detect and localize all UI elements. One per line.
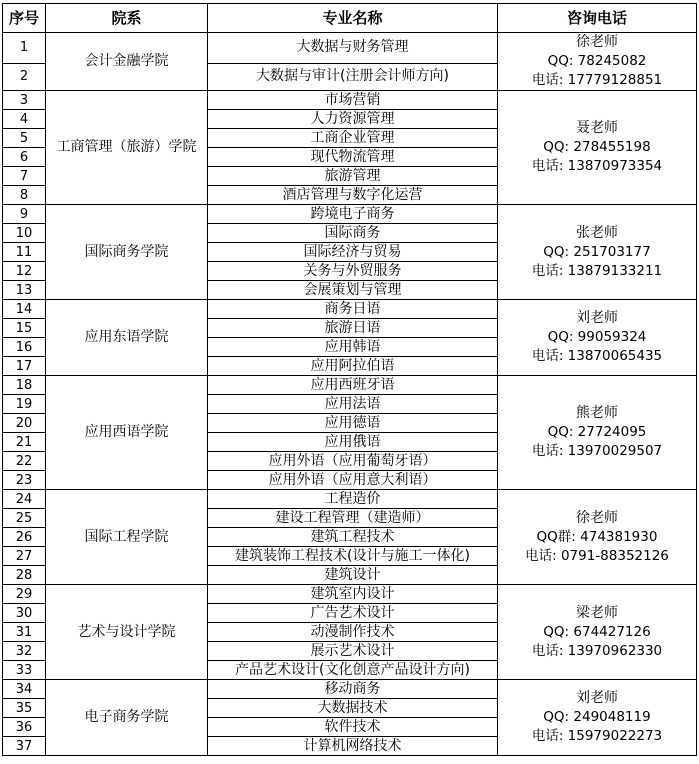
major-name: 计算机网络技术 (208, 737, 498, 756)
header-major: 专业名称 (208, 4, 498, 33)
contact-phone: 电话: 13970029507 (531, 443, 663, 459)
college-name: 工商管理（旅游）学院 (46, 91, 208, 205)
contact-name: 聂老师 (576, 120, 618, 136)
major-name: 大数据与财务管理 (208, 33, 498, 64)
major-name: 应用俄语 (208, 433, 498, 452)
row-number: 26 (3, 528, 46, 547)
contact-qq: QQ: 249048119 (543, 709, 651, 725)
row-number: 19 (3, 395, 46, 414)
major-name: 建筑工程技术 (208, 528, 498, 547)
contact-qq: QQ: 99059324 (547, 329, 647, 345)
contact-name: 刘老师 (576, 690, 618, 706)
contact-name: 徐老师 (576, 34, 618, 50)
contact-name: 熊老师 (576, 405, 618, 421)
college-name: 艺术与设计学院 (46, 585, 208, 680)
college-name: 会计金融学院 (46, 33, 208, 91)
major-name: 会展策划与管理 (208, 281, 498, 300)
major-name: 建筑装饰工程技术(设计与施工一体化) (208, 547, 498, 566)
row-number: 12 (3, 262, 46, 281)
major-name: 酒店管理与数字化运营 (208, 186, 498, 205)
row-number: 21 (3, 433, 46, 452)
row-number: 20 (3, 414, 46, 433)
row-number: 14 (3, 300, 46, 319)
major-name: 现代物流管理 (208, 148, 498, 167)
row-number: 32 (3, 642, 46, 661)
table-row (3, 680, 697, 699)
row-number: 30 (3, 604, 46, 623)
contact-phone: 电话: 17779128851 (531, 72, 663, 88)
major-name: 应用法语 (208, 395, 498, 414)
contact-phone: 电话: 13870065435 (531, 348, 663, 364)
contact-cell (498, 376, 697, 490)
table-row (3, 91, 697, 110)
row-number: 27 (3, 547, 46, 566)
major-name: 软件技术 (208, 718, 498, 737)
major-name: 关务与外贸服务 (208, 262, 498, 281)
row-number: 9 (3, 205, 46, 224)
major-name: 工商企业管理 (208, 129, 498, 148)
contact-cell (498, 33, 697, 91)
contact-qq: QQ: 27724095 (547, 424, 647, 440)
contact-phone: 电话: 15979022273 (531, 728, 663, 744)
row-number: 11 (3, 243, 46, 262)
college-name: 国际商务学院 (46, 205, 208, 300)
contact-qq: QQ: 278455198 (543, 139, 651, 155)
major-name: 国际商务 (208, 224, 498, 243)
contact-cell (498, 300, 697, 376)
major-name: 应用阿拉伯语 (208, 357, 498, 376)
row-number: 17 (3, 357, 46, 376)
row-number: 7 (3, 167, 46, 186)
major-name: 大数据技术 (208, 699, 498, 718)
table-row (3, 376, 697, 395)
row-number: 33 (3, 661, 46, 680)
header-no: 序号 (3, 4, 46, 33)
contact-name: 张老师 (576, 224, 618, 241)
contact-qq: QQ群: 474381930 (536, 528, 658, 545)
major-name: 市场营销 (208, 91, 498, 110)
college-name: 电子商务学院 (46, 680, 208, 756)
table-row (3, 490, 697, 509)
major-name: 国际经济与贸易 (208, 243, 498, 262)
major-name: 大数据与审计(注册会计师方向) (208, 63, 498, 90)
major-name: 旅游日语 (208, 319, 498, 338)
major-name: 广告艺术设计 (208, 604, 498, 623)
major-name: 应用韩语 (208, 338, 498, 357)
contact-phone: 电话: 13970962330 (531, 642, 663, 659)
major-name: 产品艺术设计(文化创意产品设计方向) (208, 661, 498, 680)
table-body (3, 33, 697, 756)
contact-phone: 电话: 0791-88352126 (525, 547, 669, 564)
major-name: 建设工程管理（建造师） (208, 509, 498, 528)
row-number: 29 (3, 585, 46, 604)
contact-qq: QQ: 674427126 (543, 623, 651, 640)
row-number: 25 (3, 509, 46, 528)
major-name: 动漫制作技术 (208, 623, 498, 642)
major-name: 应用外语（应用葡萄牙语） (208, 452, 498, 471)
majors-table (2, 3, 697, 756)
contact-phone: 电话: 13870973354 (531, 158, 663, 174)
contact-cell (498, 205, 697, 300)
header-row (3, 4, 697, 33)
row-number: 16 (3, 338, 46, 357)
contact-name: 徐老师 (576, 509, 618, 526)
row-number: 10 (3, 224, 46, 243)
header-contact: 咨询电话 (498, 4, 697, 33)
contact-phone: 电话: 13879133211 (531, 262, 663, 279)
row-number: 36 (3, 718, 46, 737)
contact-name: 刘老师 (576, 310, 618, 326)
row-number: 3 (3, 91, 46, 110)
row-number: 13 (3, 281, 46, 300)
row-number: 5 (3, 129, 46, 148)
row-number: 6 (3, 148, 46, 167)
major-name: 展示艺术设计 (208, 642, 498, 661)
contact-cell (498, 91, 697, 205)
row-number: 37 (3, 737, 46, 756)
major-name: 应用外语（应用意大利语） (208, 471, 498, 490)
major-name: 应用德语 (208, 414, 498, 433)
row-number: 28 (3, 566, 46, 585)
table-row (3, 205, 697, 224)
contact-cell (498, 585, 697, 680)
major-name: 应用西班牙语 (208, 376, 498, 395)
table-row (3, 33, 697, 64)
contact-name: 梁老师 (576, 604, 618, 621)
major-name: 建筑室内设计 (208, 585, 498, 604)
college-name: 国际工程学院 (46, 490, 208, 585)
contact-cell (498, 680, 697, 756)
row-number: 35 (3, 699, 46, 718)
row-number: 31 (3, 623, 46, 642)
major-name: 移动商务 (208, 680, 498, 699)
row-number: 8 (3, 186, 46, 205)
college-name: 应用东语学院 (46, 300, 208, 376)
contact-qq: QQ: 78245082 (547, 53, 647, 69)
row-number: 2 (3, 63, 46, 90)
row-number: 1 (3, 33, 46, 64)
major-name: 跨境电子商务 (208, 205, 498, 224)
table-row (3, 585, 697, 604)
major-name: 人力资源管理 (208, 110, 498, 129)
row-number: 34 (3, 680, 46, 699)
contact-qq: QQ: 251703177 (543, 243, 651, 260)
major-name: 工程造价 (208, 490, 498, 509)
row-number: 24 (3, 490, 46, 509)
row-number: 18 (3, 376, 46, 395)
contact-cell (498, 490, 697, 585)
row-number: 4 (3, 110, 46, 129)
major-name: 建筑设计 (208, 566, 498, 585)
table-row (3, 300, 697, 319)
row-number: 22 (3, 452, 46, 471)
row-number: 15 (3, 319, 46, 338)
header-college: 院系 (46, 4, 208, 33)
college-name: 应用西语学院 (46, 376, 208, 490)
row-number: 23 (3, 471, 46, 490)
major-name: 商务日语 (208, 300, 498, 319)
major-name: 旅游管理 (208, 167, 498, 186)
